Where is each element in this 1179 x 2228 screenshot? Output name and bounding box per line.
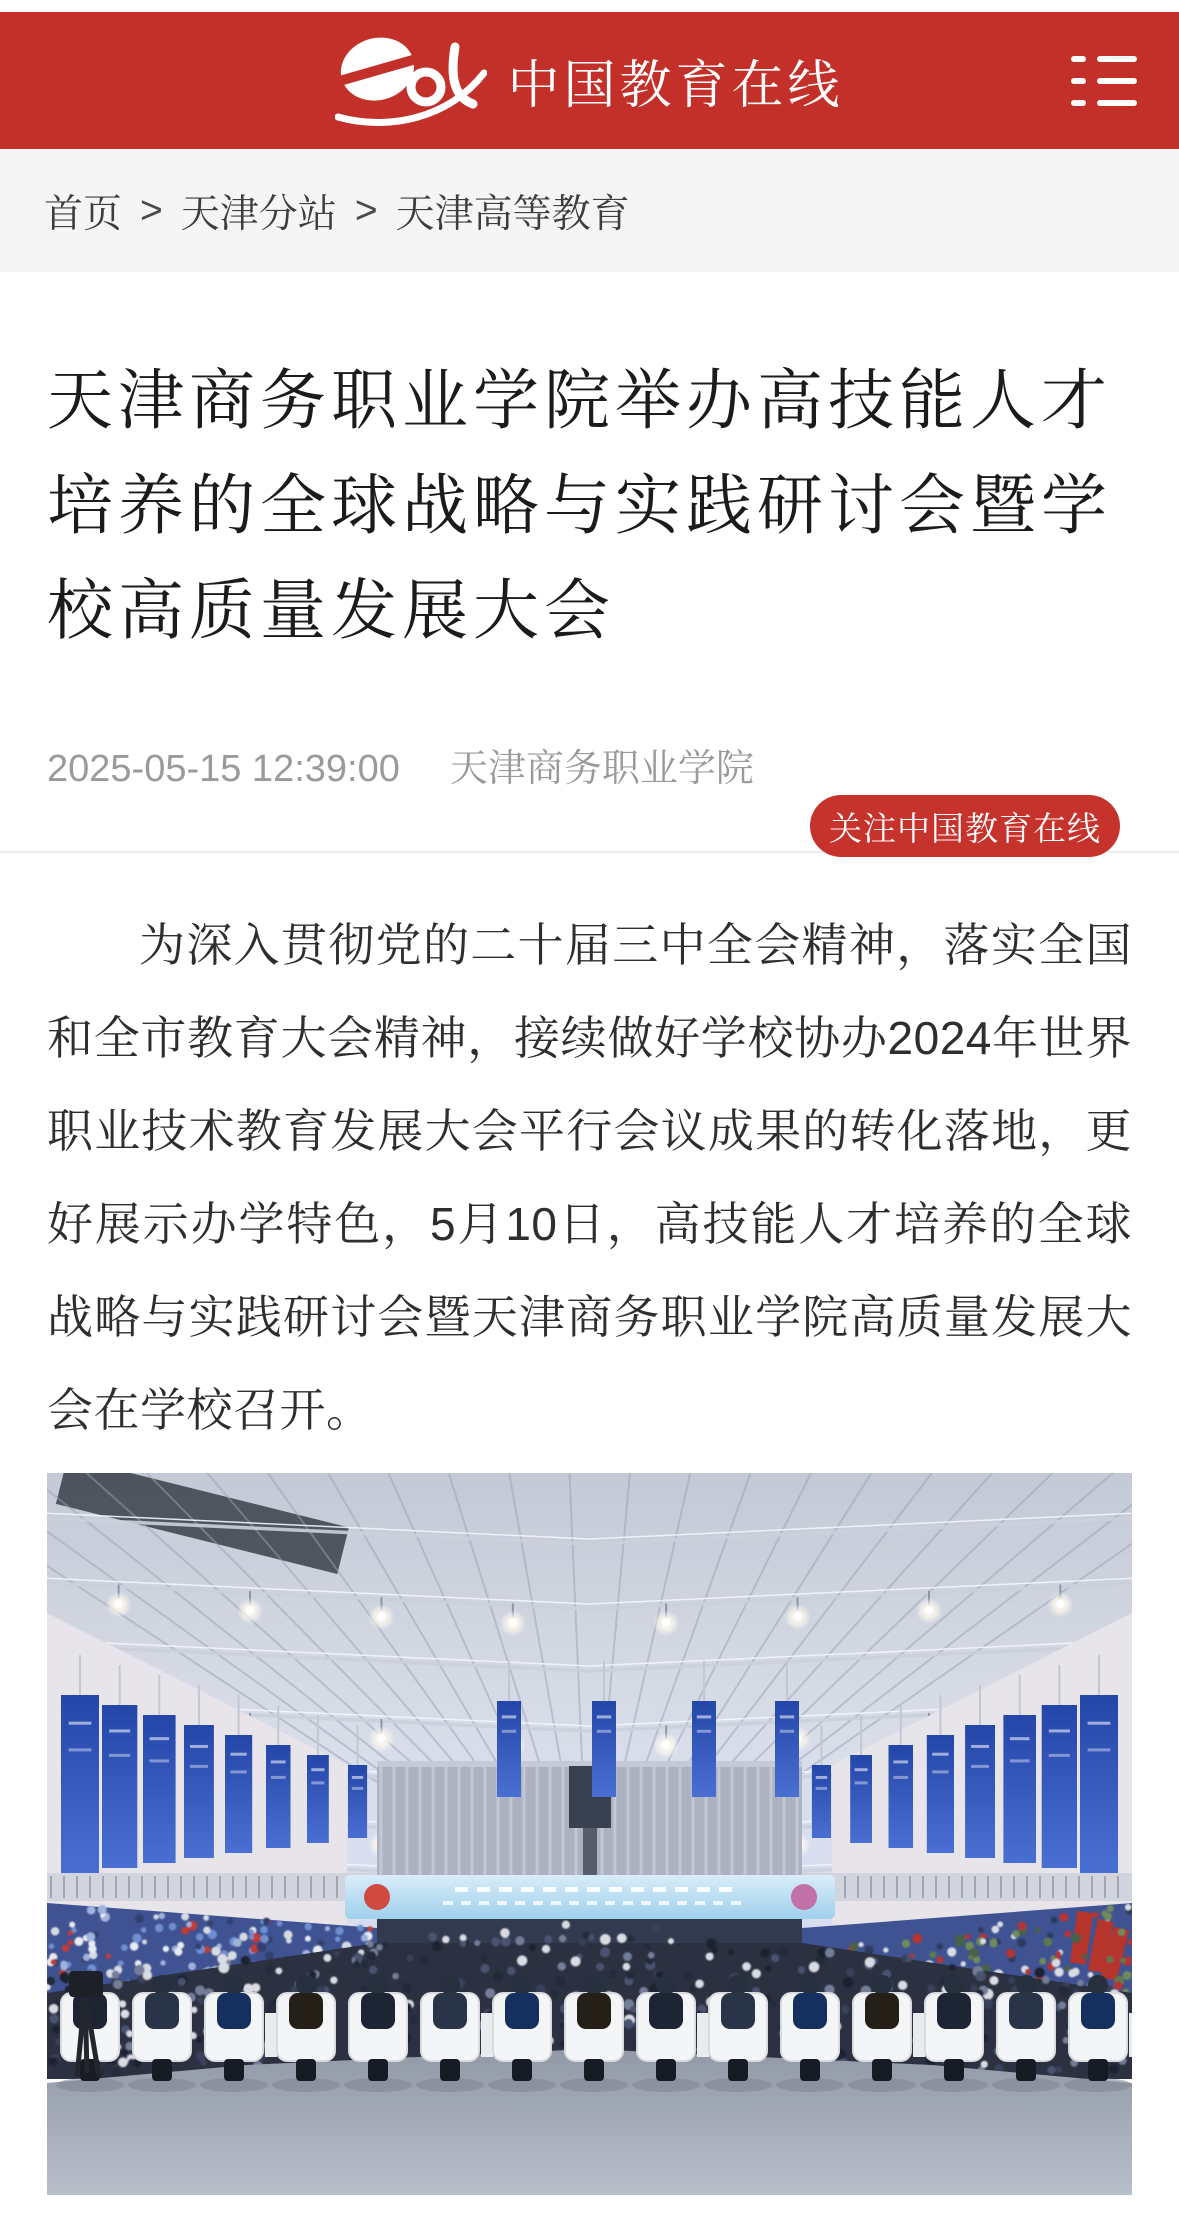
menu-button[interactable] — [1061, 44, 1147, 118]
article-title: 天津商务职业学院举办高技能人才培养的全球战略与实践研讨会暨学校高质量发展大会 — [47, 363, 1112, 647]
follow-button[interactable]: 关注中国教育在线 — [810, 795, 1120, 857]
publish-date: 2025-05-15 12:39:00 — [47, 748, 400, 790]
article-paragraph: 为深入贯彻党的二十届三中全会精神，落实全国和全市教育大会精神，接续做好学校协办2024年世界职业技术教育发展大会平行会议成果的转化落地，更好展示办学特色，5月10日，高技能人才培养的全球战略与实践研讨会暨天津商务职业学院高质量发展大会在学校召开。 — [47, 919, 1132, 1436]
breadcrumb-tianjin-higher-ed[interactable]: 天津高等教育 — [395, 192, 630, 236]
status-strip — [0, 0, 1179, 12]
app-header — [0, 12, 1179, 149]
article — [0, 348, 1179, 2219]
brand-link[interactable] — [335, 31, 843, 131]
article-source: 天津商务职业学院 — [449, 748, 754, 790]
conference-photo — [47, 1473, 1132, 2195]
article-meta — [47, 743, 1132, 795]
breadcrumb-tianjin-site[interactable]: 天津分站 — [180, 192, 337, 236]
conference-photo-illustration — [47, 1473, 1132, 2195]
follow-row — [47, 795, 1132, 875]
brand-name: 中国教育在线 — [507, 57, 844, 115]
breadcrumb — [0, 149, 1179, 272]
breadcrumb-home[interactable]: 首页 — [44, 192, 123, 236]
breadcrumb-separator: > — [354, 188, 378, 232]
breadcrumb-separator: > — [140, 188, 163, 232]
hamburger-list-icon — [1071, 54, 1137, 108]
eol-logo-icon — [335, 31, 487, 131]
